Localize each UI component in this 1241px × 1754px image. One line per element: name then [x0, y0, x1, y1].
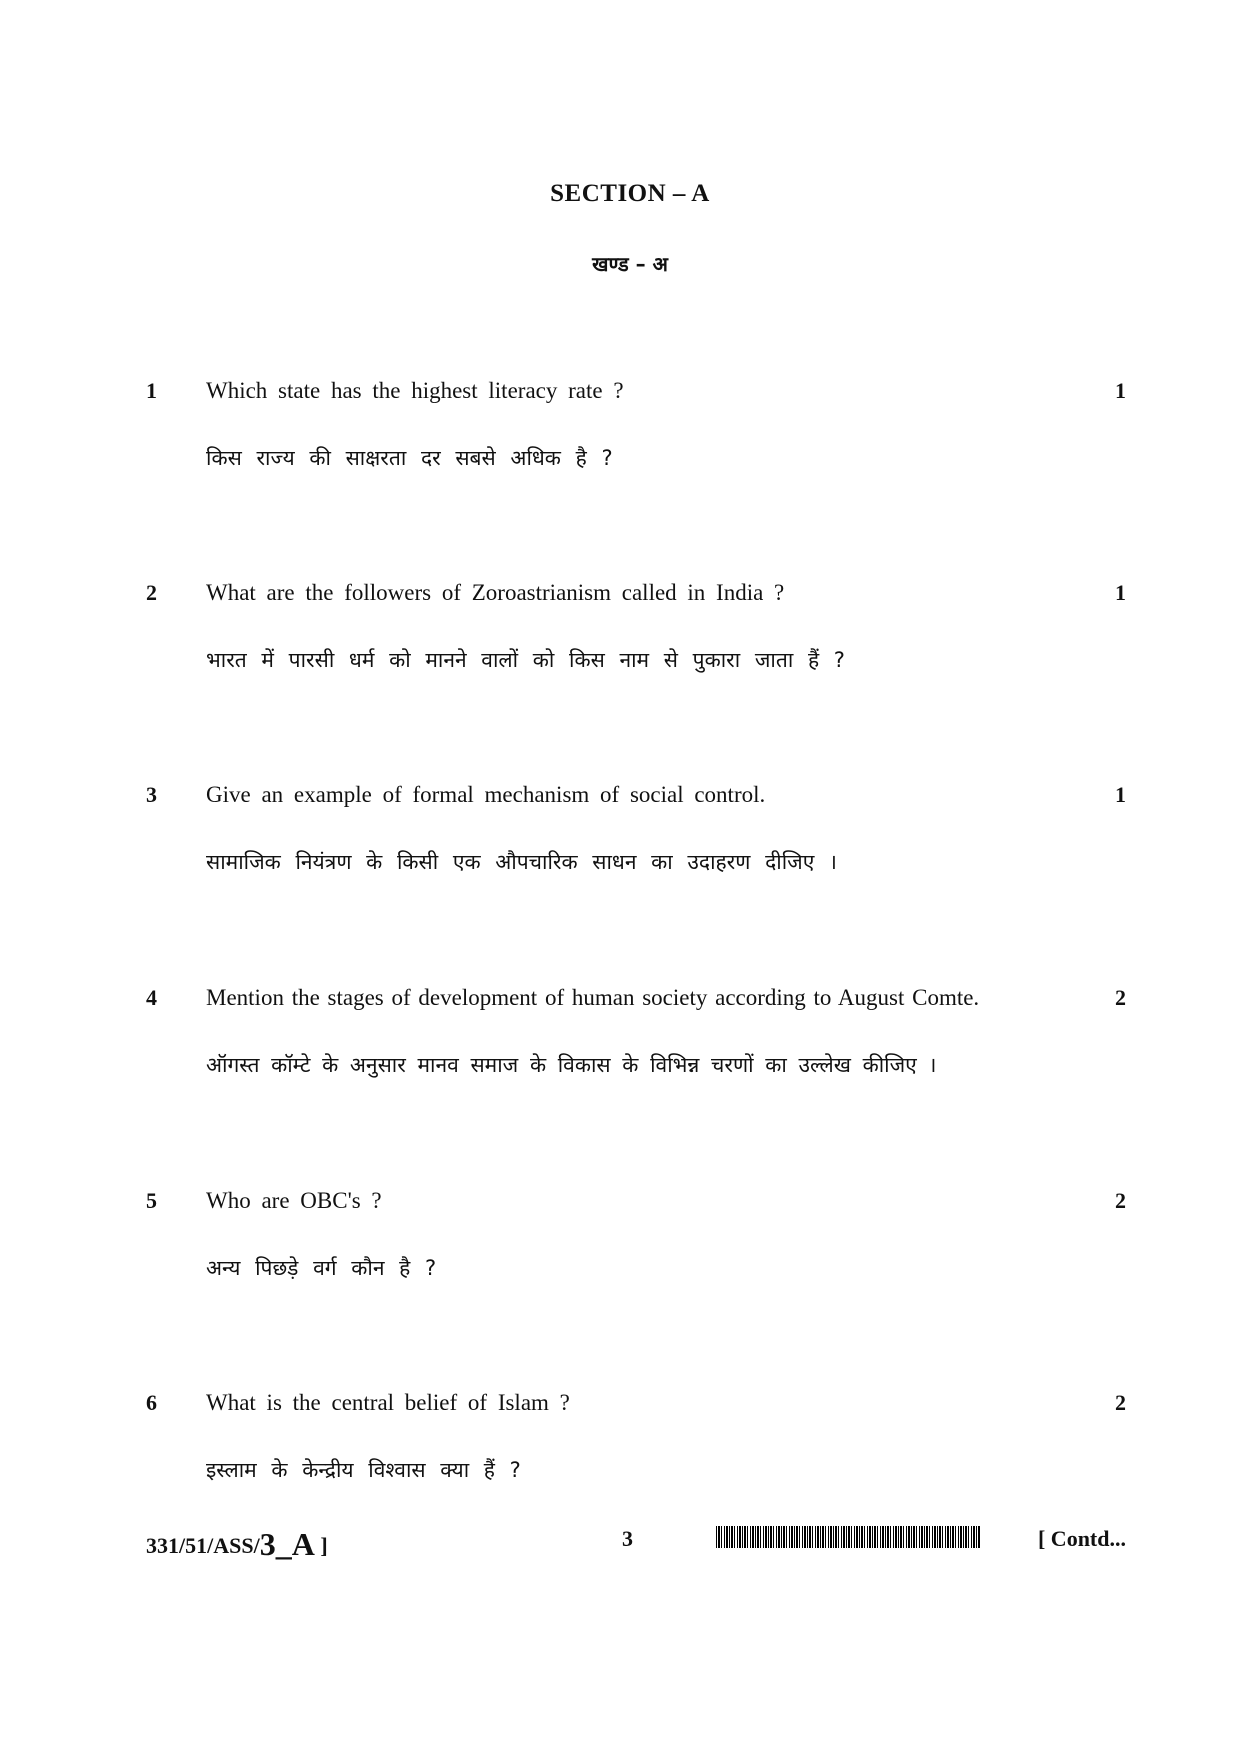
question-text-hindi: किस राज्य की साक्षरता दर सबसे अधिक है ?	[206, 446, 613, 470]
continued-label: [ Contd...	[1037, 1526, 1126, 1551]
question-text-hindi: भारत में पारसी धर्म को मानने वालों को किस नाम से पुकारा जाता हैं ?	[206, 648, 845, 672]
paper-code-set: 3_A	[259, 1526, 315, 1562]
question-text-hindi: सामाजिक नियंत्रण के किसी एक औपचारिक साधन का उदाहरण दीजिए ।	[206, 850, 837, 874]
paper-code-prefix: 331/51/ASS/	[146, 1533, 260, 1558]
question-text-hindi: इस्लाम के केन्द्रीय विश्वास क्या हैं ?	[206, 1458, 521, 1482]
question-2	[146, 580, 1126, 720]
question-text-english: What are the followers of Zoroastrianism called in India ?	[206, 580, 785, 605]
question-marks: 2	[1115, 1390, 1126, 1415]
page-footer	[146, 1520, 1126, 1560]
section-title-hindi: खण्ड – अ	[592, 252, 668, 276]
barcode-icon	[716, 1526, 980, 1548]
question-3	[146, 782, 1126, 922]
question-marks: 2	[1115, 985, 1126, 1010]
question-text-hindi: ऑगस्त कॉम्टे के अनुसार मानव समाज के विकास के विभिन्न चरणों का उल्लेख कीजिए ।	[206, 1053, 937, 1077]
question-number: 1	[146, 378, 157, 403]
question-text-english: Which state has the highest literacy rate ?	[206, 378, 624, 403]
question-5	[146, 1188, 1126, 1328]
paper-code-suffix: ]	[314, 1533, 328, 1558]
question-4	[146, 985, 1126, 1125]
question-text-english: Mention the stages of development of human society according to August Comte.	[206, 985, 980, 1010]
question-marks: 1	[1115, 580, 1126, 605]
question-1	[146, 378, 1126, 518]
page-number: 3	[622, 1526, 633, 1551]
question-text-english: What is the central belief of Islam ?	[206, 1390, 570, 1415]
question-marks: 1	[1115, 378, 1126, 403]
section-title: SECTION – A	[550, 180, 710, 207]
question-number: 3	[146, 782, 157, 807]
paper-code	[146, 1526, 328, 1563]
question-number: 2	[146, 580, 157, 605]
question-number: 6	[146, 1390, 157, 1415]
question-number: 5	[146, 1188, 157, 1213]
question-text-english: Give an example of formal mechanism of social control.	[206, 782, 766, 807]
question-marks: 2	[1115, 1188, 1126, 1213]
question-6	[146, 1390, 1126, 1530]
question-number: 4	[146, 985, 157, 1010]
question-text-hindi: अन्य पिछड़े वर्ग कौन है ?	[206, 1256, 437, 1280]
question-marks: 1	[1115, 782, 1126, 807]
question-text-english: Who are OBC's ?	[206, 1188, 382, 1213]
